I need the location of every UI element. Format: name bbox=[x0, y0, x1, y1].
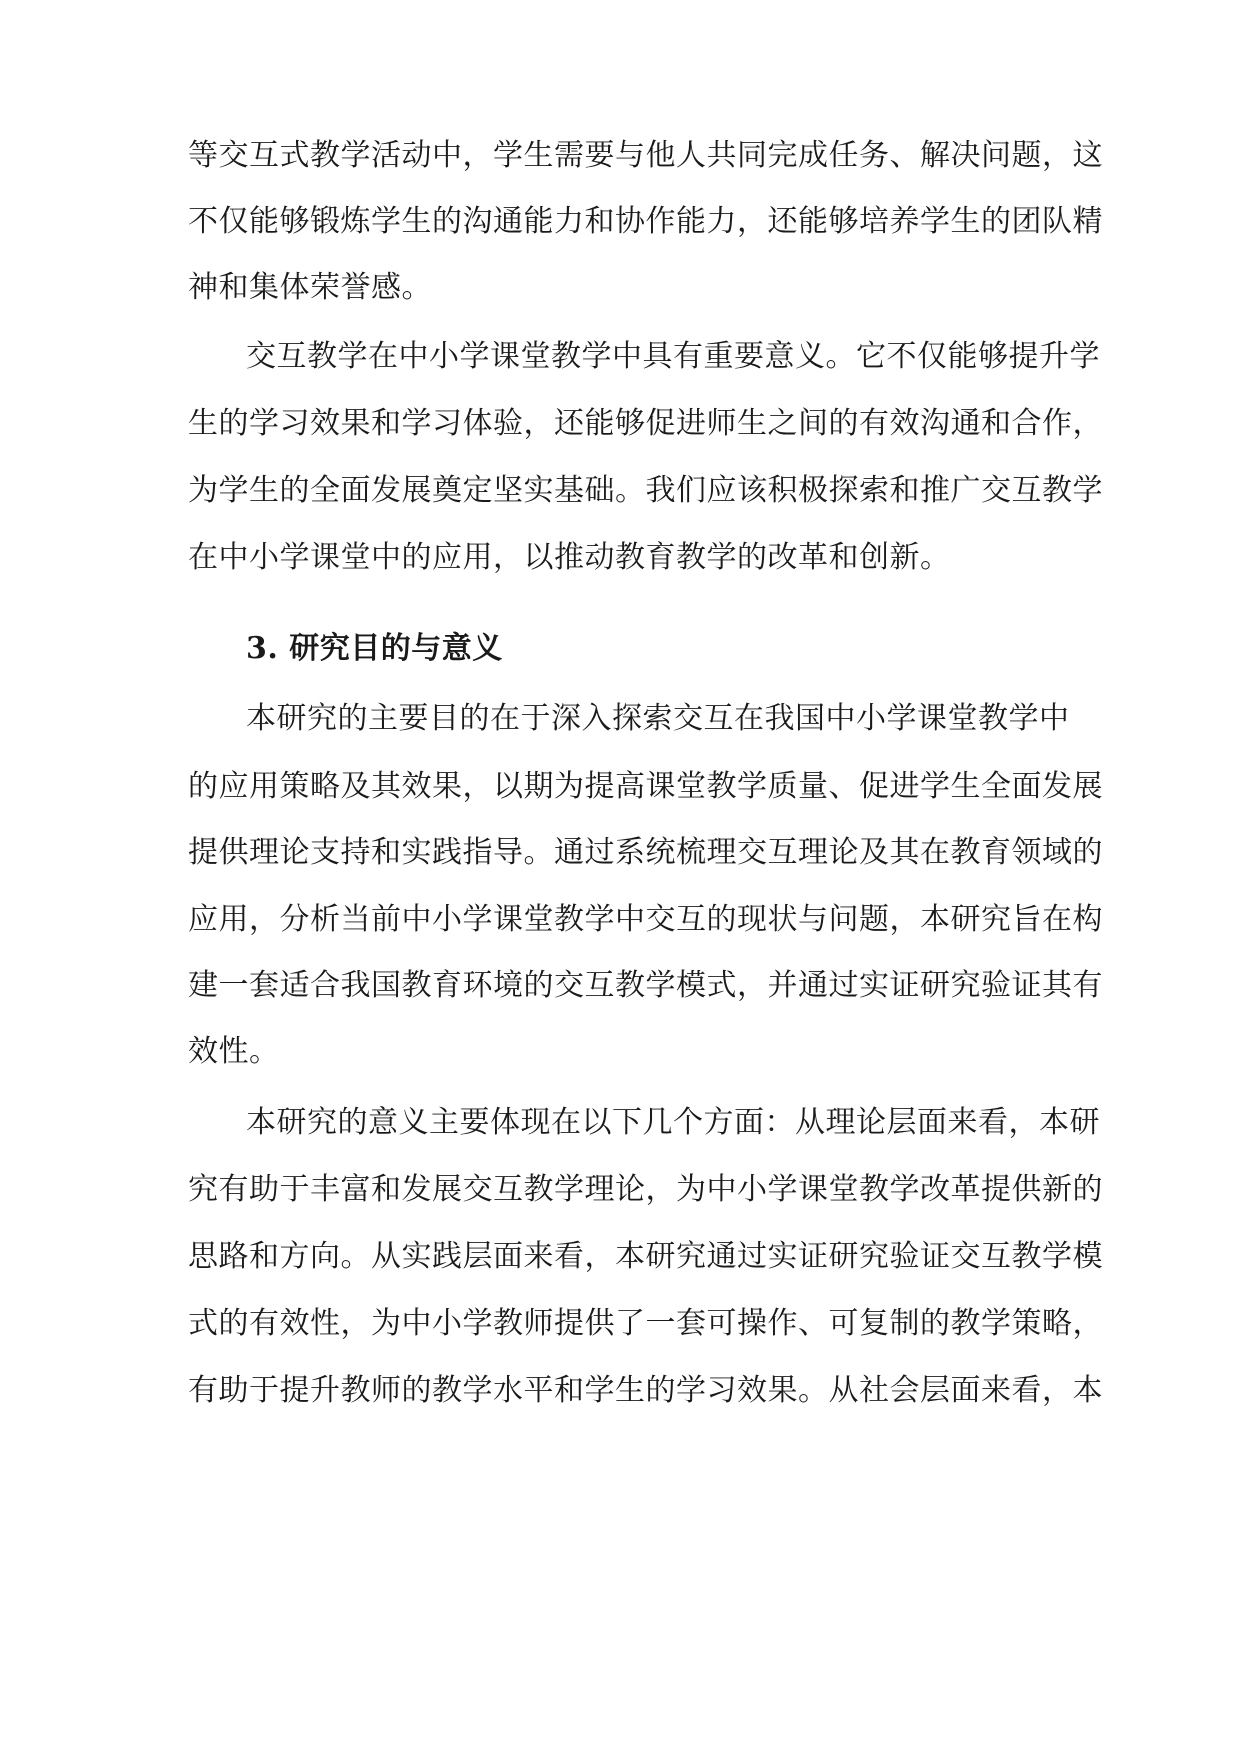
paragraph-1-line-1: 等交互式教学活动中，学生需要与他人共同完成任务、解决问题，这 bbox=[188, 138, 1103, 173]
paragraph-3-line-2: 的应用策略及其效果，以期为提高课堂教学质量、促进学生全面发展 bbox=[188, 769, 1103, 804]
paragraph-4-line-2: 究有助于丰富和发展交互教学理论，为中小学课堂教学改革提供新的 bbox=[188, 1172, 1103, 1207]
paragraph-4-line-5: 有助于提升教师的教学水平和学生的学习效果。从社会层面来看，本 bbox=[188, 1373, 1103, 1408]
paragraph-2-line-1: 交互教学在中小学课堂教学中具有重要意义。它不仅能够提升学 bbox=[246, 339, 1100, 374]
paragraph-3-line-4: 应用，分析当前中小学课堂教学中交互的现状与问题，本研究旨在构 bbox=[188, 902, 1103, 937]
paragraph-2-line-4: 在中小学课堂中的应用，以推动教育教学的改革和创新。 bbox=[188, 540, 951, 575]
paragraph-3-line-6: 效性。 bbox=[188, 1034, 280, 1069]
paragraph-2-line-3: 为学生的全面发展奠定坚实基础。我们应该积极探索和推广交互教学 bbox=[188, 473, 1103, 508]
paragraph-3-line-5: 建一套适合我国教育环境的交互教学模式，并通过实证研究验证其有 bbox=[188, 968, 1103, 1003]
paragraph-3-line-3: 提供理论支持和实践指导。通过系统梳理交互理论及其在教育领域的 bbox=[188, 835, 1103, 870]
paragraph-4-line-1: 本研究的意义主要体现在以下几个方面：从理论层面来看，本研 bbox=[246, 1105, 1100, 1140]
paragraph-1-line-2: 不仅能够锻炼学生的沟通能力和协作能力，还能够培养学生的团队精 bbox=[188, 204, 1103, 239]
paragraph-4-line-4: 式的有效性，为中小学教师提供了一套可操作、可复制的教学策略， bbox=[188, 1306, 1103, 1341]
paragraph-4-line-3: 思路和方向。从实践层面来看，本研究通过实证研究验证交互教学模 bbox=[188, 1239, 1103, 1274]
paragraph-1-line-3: 神和集体荣誉感。 bbox=[188, 270, 432, 305]
section-heading: 3. 研究目的与意义 bbox=[246, 631, 503, 666]
paragraph-3-line-1: 本研究的主要目的在于深入探索交互在我国中小学课堂教学中 bbox=[246, 701, 1070, 736]
paragraph-2-line-2: 生的学习效果和学习体验，还能够促进师生之间的有效沟通和合作， bbox=[188, 406, 1103, 441]
